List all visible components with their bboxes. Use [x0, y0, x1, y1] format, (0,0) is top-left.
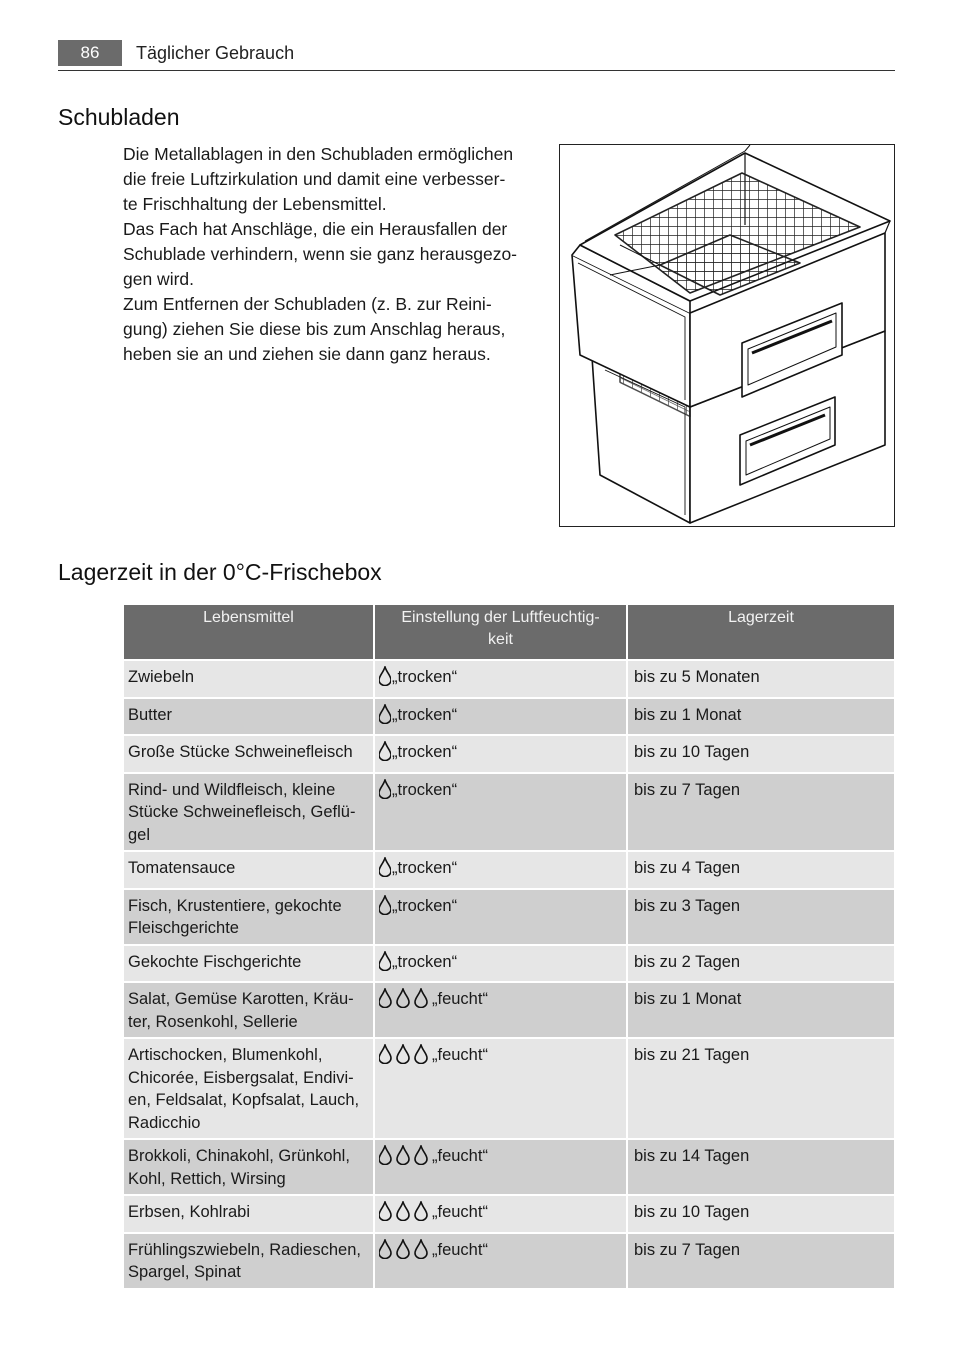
- cell-humidity: [374, 660, 627, 698]
- food-line: Spargel, Spinat: [128, 1263, 241, 1281]
- cell-humidity: [374, 735, 627, 773]
- water-drop-icon: [379, 895, 391, 922]
- humidity-setting: „feucht“: [432, 1147, 488, 1165]
- food-line: Große Stücke Schweinefleisch: [128, 743, 353, 761]
- water-drop-icon: [379, 779, 391, 806]
- cell-humidity: [374, 945, 627, 983]
- page-header: [58, 40, 895, 71]
- humidity-setting: „feucht“: [432, 990, 488, 1008]
- cell-food: [123, 1038, 374, 1139]
- drawer-illustration: [559, 144, 895, 527]
- storage-table: [122, 603, 896, 1290]
- cell-food: [123, 773, 374, 852]
- water-drop-icon: [379, 704, 391, 731]
- text-line: gung) ziehen Sie diese bis zum Anschlag heraus,: [123, 319, 506, 339]
- food-line: Butter: [128, 705, 173, 724]
- humidity-setting: „trocken“: [392, 705, 458, 724]
- humidity-setting: „trocken“: [392, 780, 458, 799]
- cell-storage-time: bis zu 10 Tagen: [627, 1195, 895, 1233]
- table-row: [123, 773, 895, 852]
- food-line: Fisch, Krustentiere, gekochte: [128, 896, 342, 915]
- humidity-setting: „trocken“: [392, 743, 458, 761]
- table-row: [123, 982, 895, 1038]
- cell-humidity: [374, 698, 627, 736]
- cell-storage-time: bis zu 4 Tagen: [627, 851, 895, 889]
- cell-storage-time: bis zu 2 Tagen: [627, 945, 895, 983]
- cell-food: [123, 1233, 374, 1289]
- food-line: en, Feldsalat, Kopfsalat, Lauch,: [128, 1091, 360, 1109]
- text-line: Zum Entfernen der Schubladen (z. B. zur Reini-: [123, 294, 492, 314]
- cell-humidity: [374, 889, 627, 945]
- cell-storage-time: bis zu 3 Tagen: [627, 889, 895, 945]
- humidity-setting: „feucht“: [432, 1240, 488, 1259]
- water-drop-icon: [379, 666, 391, 693]
- drawer-drawing: [560, 145, 894, 526]
- cell-food: [123, 851, 374, 889]
- food-line: Erbsen, Kohlrabi: [128, 1203, 250, 1221]
- text-line: Die Metallablagen in den Schubladen ermöglichen: [123, 144, 514, 164]
- food-line: Stücke Schweinefleisch, Geflü-: [128, 803, 356, 821]
- food-line: Tomatensauce: [128, 859, 236, 877]
- food-line: Artischocken, Blumenkohl,: [128, 1046, 323, 1064]
- cell-storage-time: bis zu 21 Tagen: [627, 1038, 895, 1139]
- cell-storage-time: bis zu 7 Tagen: [627, 773, 895, 852]
- food-line: Chicorée, Eisbergsalat, Endivi-: [128, 1068, 354, 1087]
- column-header-food: Lebensmittel: [123, 604, 374, 660]
- section-title-lagerzeit: Lagerzeit in der 0°C-Frischebox: [58, 559, 382, 585]
- cell-storage-time: bis zu 1 Monat: [627, 982, 895, 1038]
- section-title-schubladen: Schubladen: [58, 104, 180, 130]
- text-line: gen wird.: [123, 269, 195, 289]
- page-number: 86: [58, 40, 122, 66]
- water-drop-icon: [379, 1239, 431, 1266]
- food-line: Kohl, Rettich, Wirsing: [128, 1169, 286, 1188]
- text-line: die freie Luftzirkulation und damit eine verbesser-: [123, 169, 506, 189]
- cell-humidity: [374, 1139, 627, 1195]
- food-line: Fleischgerichte: [128, 919, 239, 937]
- cell-humidity: [374, 1195, 627, 1233]
- table-row: [123, 945, 895, 983]
- water-drop-icon: [379, 741, 391, 768]
- header-line: keit: [488, 631, 513, 648]
- cell-food: [123, 698, 374, 736]
- table-row: [123, 889, 895, 945]
- water-drop-icon: [379, 1044, 431, 1071]
- intro-paragraph: [123, 142, 548, 367]
- cell-humidity: [374, 1233, 627, 1289]
- cell-storage-time: bis zu 7 Tagen: [627, 1233, 895, 1289]
- cell-food: [123, 945, 374, 983]
- food-line: Brokkoli, Chinakohl, Grünkohl,: [128, 1147, 350, 1165]
- food-line: gel: [128, 825, 151, 844]
- text-line: Das Fach hat Anschläge, die ein Herausfallen der: [123, 219, 508, 239]
- chapter-title: Täglicher Gebrauch: [136, 43, 295, 63]
- header-line: Einstellung der Luftfeuchtig-: [401, 609, 600, 626]
- table-row: [123, 1195, 895, 1233]
- water-drop-icon: [379, 1145, 431, 1172]
- table-row: [123, 1139, 895, 1195]
- humidity-setting: „feucht“: [432, 1203, 488, 1221]
- cell-storage-time: bis zu 10 Tagen: [627, 735, 895, 773]
- food-line: Radicchio: [128, 1113, 201, 1132]
- food-line: Salat, Gemüse Karotten, Kräu-: [128, 990, 354, 1008]
- water-drop-icon: [379, 857, 391, 884]
- humidity-setting: „trocken“: [392, 668, 458, 686]
- table-row: [123, 698, 895, 736]
- water-drop-icon: [379, 1201, 431, 1228]
- cell-food: [123, 982, 374, 1038]
- cell-food: [123, 660, 374, 698]
- column-header-storage-time: Lagerzeit: [627, 604, 895, 660]
- cell-food: [123, 1195, 374, 1233]
- cell-storage-time: bis zu 14 Tagen: [627, 1139, 895, 1195]
- food-line: ter, Rosenkohl, Sellerie: [128, 1012, 298, 1031]
- text-line: heben sie an und ziehen sie dann ganz heraus.: [123, 344, 491, 364]
- cell-humidity: [374, 773, 627, 852]
- water-drop-icon: [379, 988, 431, 1015]
- food-line: Rind- und Wildfleisch, kleine: [128, 780, 336, 799]
- column-header-humidity: [374, 604, 627, 660]
- cell-food: [123, 1139, 374, 1195]
- food-line: Frühlingszwiebeln, Radieschen,: [128, 1240, 361, 1259]
- humidity-setting: „trocken“: [392, 859, 458, 877]
- table-row: [123, 1233, 895, 1289]
- food-line: Gekochte Fischgerichte: [128, 952, 302, 971]
- text-line: Schublade verhindern, wenn sie ganz herausgezo-: [123, 244, 518, 264]
- food-line: Zwiebeln: [128, 668, 195, 686]
- cell-food: [123, 735, 374, 773]
- table-row: [123, 660, 895, 698]
- cell-humidity: [374, 1038, 627, 1139]
- cell-storage-time: bis zu 1 Monat: [627, 698, 895, 736]
- cell-storage-time: bis zu 5 Monaten: [627, 660, 895, 698]
- text-line: te Frischhaltung der Lebensmittel.: [123, 194, 387, 214]
- water-drop-icon: [379, 951, 391, 978]
- cell-food: [123, 889, 374, 945]
- table-header-row: [123, 604, 895, 660]
- humidity-setting: „feucht“: [432, 1046, 488, 1064]
- humidity-setting: „trocken“: [392, 896, 458, 915]
- table-row: [123, 735, 895, 773]
- humidity-setting: „trocken“: [392, 952, 458, 971]
- table-row: [123, 851, 895, 889]
- cell-humidity: [374, 851, 627, 889]
- table-row: [123, 1038, 895, 1139]
- cell-humidity: [374, 982, 627, 1038]
